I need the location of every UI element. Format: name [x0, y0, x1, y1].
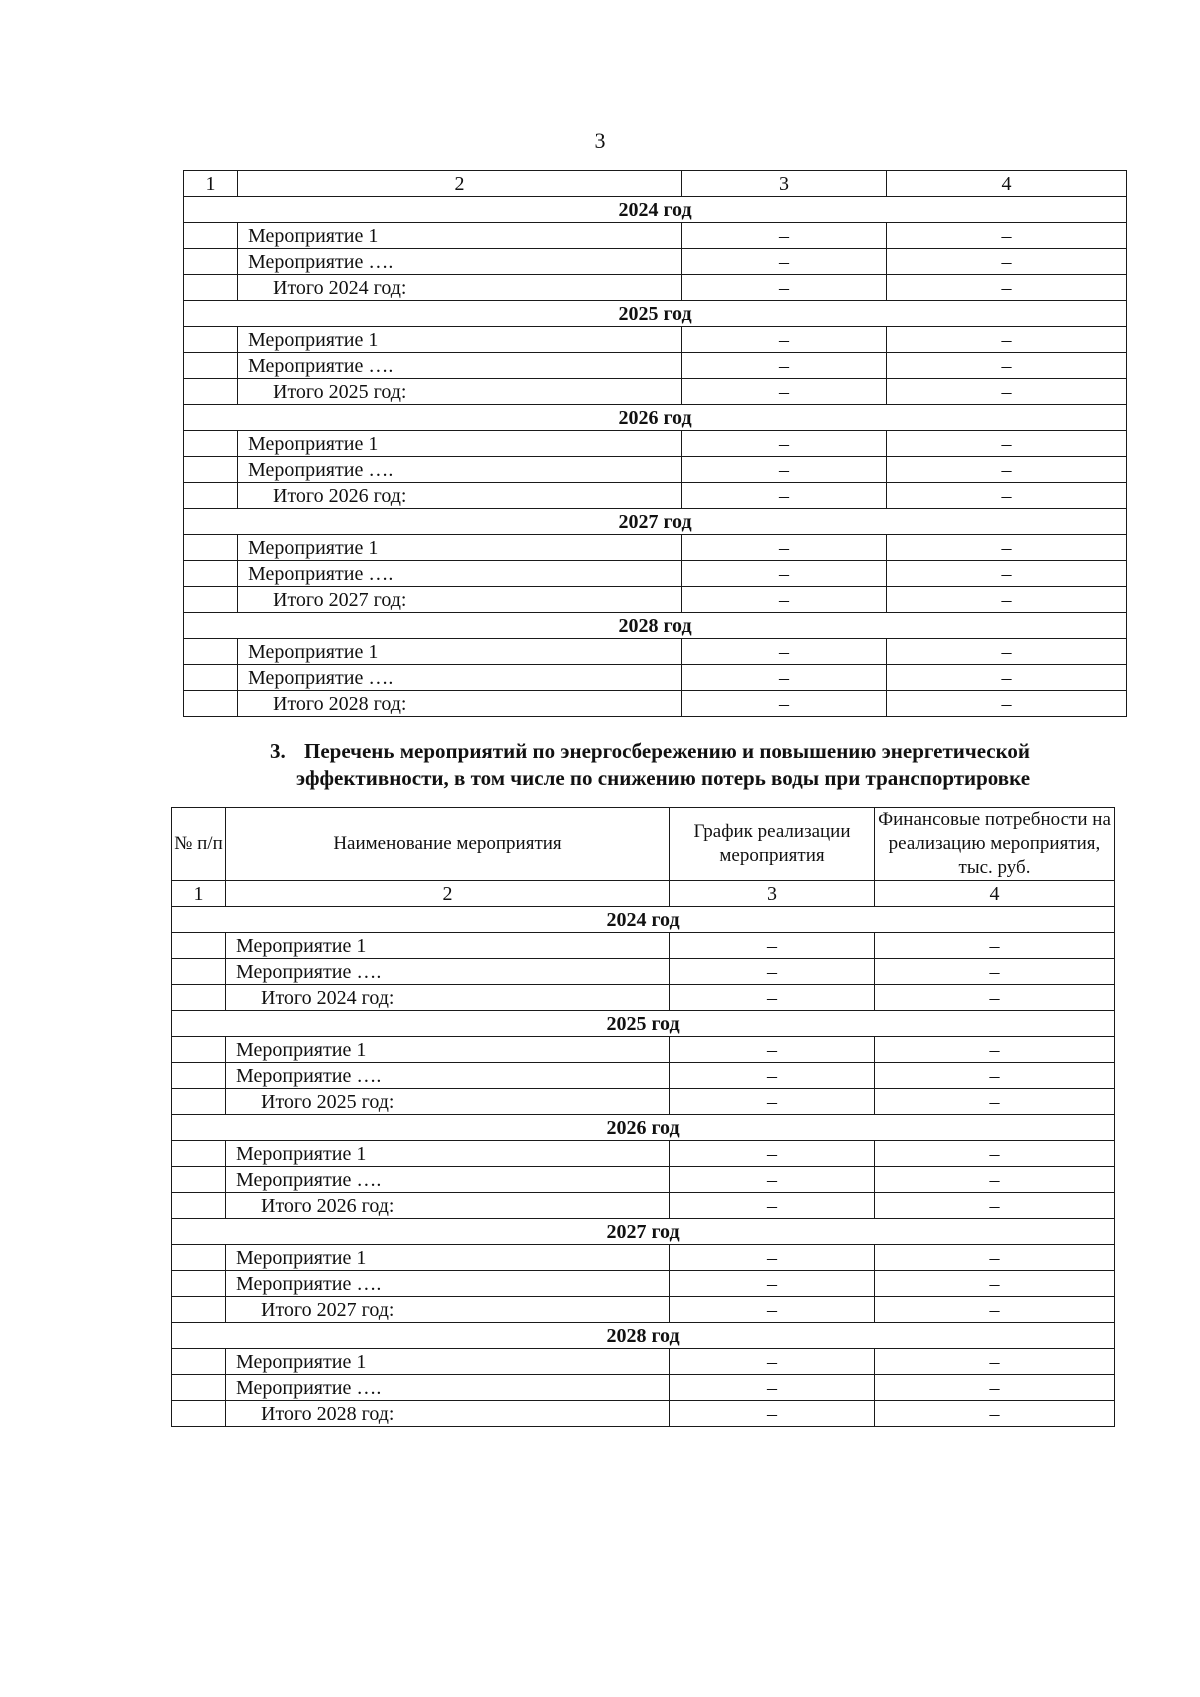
header-schedule: График реализации мероприятия [670, 808, 875, 881]
measure-name-cell: Итого 2024 год: [226, 985, 670, 1011]
year-row [184, 509, 1127, 535]
table-row [184, 327, 1127, 353]
total-row [184, 483, 1127, 509]
column-number-1: 1 [172, 881, 226, 907]
header-name: Наименование мероприятия [226, 808, 670, 881]
num-cell [172, 933, 226, 959]
num-cell [184, 691, 238, 717]
column-number-row [172, 881, 1115, 907]
schedule-cell: – [670, 933, 875, 959]
num-cell [172, 1297, 226, 1323]
finance-cell: – [875, 933, 1115, 959]
num-cell [184, 639, 238, 665]
num-cell [184, 535, 238, 561]
finance-cell: – [887, 327, 1127, 353]
measure-name-cell: Мероприятие 1 [238, 327, 682, 353]
finance-cell: – [875, 1401, 1115, 1427]
table-row [172, 1141, 1115, 1167]
finance-cell: – [887, 275, 1127, 301]
finance-cell: – [875, 1167, 1115, 1193]
finance-cell: – [887, 561, 1127, 587]
finance-cell: – [887, 457, 1127, 483]
schedule-cell: – [670, 1271, 875, 1297]
section-title-line-1: Перечень мероприятий по энергосбережению и повышению энергетической [304, 739, 1031, 763]
finance-cell: – [875, 985, 1115, 1011]
table-row [172, 933, 1115, 959]
year-heading: 2028 год [172, 1323, 1115, 1349]
total-row [184, 587, 1127, 613]
num-cell [184, 457, 238, 483]
section-title-line-2: эффективности, в том числе по снижению потерь воды при транспортировке [296, 766, 1031, 790]
num-cell [172, 1063, 226, 1089]
finance-cell: – [887, 587, 1127, 613]
total-row [172, 1089, 1115, 1115]
schedule-cell: – [670, 1167, 875, 1193]
table-row [184, 639, 1127, 665]
table-row [184, 457, 1127, 483]
num-cell [172, 985, 226, 1011]
measure-name-cell: Мероприятие 1 [226, 1037, 670, 1063]
finance-cell: – [875, 1245, 1115, 1271]
measure-name-cell: Мероприятие 1 [226, 1245, 670, 1271]
table-row [172, 1245, 1115, 1271]
year-heading: 2024 год [184, 197, 1127, 223]
total-row [172, 1401, 1115, 1427]
measure-name-cell: Мероприятие 1 [226, 933, 670, 959]
total-row [172, 1297, 1115, 1323]
num-cell [172, 1375, 226, 1401]
schedule-cell: – [670, 1063, 875, 1089]
table-row [172, 1063, 1115, 1089]
page-number: 3 [594, 128, 606, 153]
schedule-cell: – [670, 959, 875, 985]
year-heading: 2027 год [172, 1219, 1115, 1245]
header-finance: Финансовые потребности на реализацию мероприятия, тыс. руб. [875, 808, 1115, 881]
schedule-cell: – [682, 249, 887, 275]
column-number-4: 4 [875, 881, 1115, 907]
measure-name-cell: Мероприятие …. [238, 665, 682, 691]
year-row [172, 1219, 1115, 1245]
table-row [184, 353, 1127, 379]
num-cell [172, 959, 226, 985]
num-cell [184, 431, 238, 457]
column-header-row [172, 808, 1115, 881]
finance-cell: – [887, 223, 1127, 249]
finance-cell: – [887, 639, 1127, 665]
num-cell [184, 665, 238, 691]
year-row [184, 405, 1127, 431]
total-row [172, 985, 1115, 1011]
schedule-cell: – [670, 1193, 875, 1219]
measure-name-cell: Мероприятие …. [226, 1167, 670, 1193]
table-row [184, 249, 1127, 275]
energy-saving-measures-table [171, 807, 1115, 1427]
measure-name-cell: Итого 2025 год: [238, 379, 682, 405]
num-cell [172, 1167, 226, 1193]
num-cell [184, 379, 238, 405]
column-number-1: 1 [184, 171, 238, 197]
measure-name-cell: Мероприятие …. [226, 1063, 670, 1089]
measure-name-cell: Мероприятие 1 [238, 431, 682, 457]
year-heading: 2026 год [184, 405, 1127, 431]
finance-cell: – [875, 1271, 1115, 1297]
measure-name-cell: Мероприятие …. [226, 959, 670, 985]
schedule-cell: – [670, 1037, 875, 1063]
table-row [172, 959, 1115, 985]
schedule-cell: – [682, 483, 887, 509]
table-row [172, 1349, 1115, 1375]
measure-name-cell: Итого 2028 год: [226, 1401, 670, 1427]
measure-name-cell: Итого 2026 год: [226, 1193, 670, 1219]
schedule-cell: – [670, 1089, 875, 1115]
column-number-2: 2 [238, 171, 682, 197]
table-row [184, 665, 1127, 691]
finance-cell: – [887, 353, 1127, 379]
measure-name-cell: Мероприятие …. [238, 353, 682, 379]
schedule-cell: – [670, 1245, 875, 1271]
year-heading: 2026 год [172, 1115, 1115, 1141]
table-row [184, 431, 1127, 457]
finance-cell: – [875, 1375, 1115, 1401]
schedule-cell: – [682, 665, 887, 691]
num-cell [184, 561, 238, 587]
schedule-cell: – [670, 1349, 875, 1375]
num-cell [172, 1245, 226, 1271]
measure-name-cell: Мероприятие 1 [238, 535, 682, 561]
schedule-cell: – [682, 587, 887, 613]
finance-cell: – [875, 1037, 1115, 1063]
num-cell [172, 1037, 226, 1063]
section-number: 3. [270, 739, 286, 763]
total-row [184, 275, 1127, 301]
finance-cell: – [887, 665, 1127, 691]
year-heading: 2027 год [184, 509, 1127, 535]
schedule-cell: – [670, 1401, 875, 1427]
measure-name-cell: Итого 2025 год: [226, 1089, 670, 1115]
year-row [172, 1011, 1115, 1037]
schedule-cell: – [682, 223, 887, 249]
num-cell [184, 223, 238, 249]
num-cell [172, 1271, 226, 1297]
num-cell [184, 249, 238, 275]
schedule-cell: – [682, 639, 887, 665]
section-3-heading [270, 738, 1120, 792]
header-num: № п/п [172, 808, 226, 881]
table-row [184, 223, 1127, 249]
year-row [172, 1115, 1115, 1141]
num-cell [172, 1401, 226, 1427]
year-row [184, 197, 1127, 223]
year-row [172, 907, 1115, 933]
schedule-cell: – [682, 691, 887, 717]
measure-name-cell: Итого 2027 год: [226, 1297, 670, 1323]
num-cell [184, 327, 238, 353]
finance-cell: – [875, 1193, 1115, 1219]
schedule-cell: – [682, 457, 887, 483]
num-cell [172, 1349, 226, 1375]
column-number-3: 3 [682, 171, 887, 197]
num-cell [172, 1141, 226, 1167]
measure-name-cell: Итого 2026 год: [238, 483, 682, 509]
schedule-cell: – [682, 431, 887, 457]
table-row [172, 1271, 1115, 1297]
year-row [184, 301, 1127, 327]
year-row [172, 1323, 1115, 1349]
schedule-cell: – [682, 379, 887, 405]
finance-cell: – [875, 1349, 1115, 1375]
finance-cell: – [887, 535, 1127, 561]
num-cell [184, 353, 238, 379]
num-cell [172, 1089, 226, 1115]
measure-name-cell: Мероприятие 1 [226, 1141, 670, 1167]
measure-name-cell: Мероприятие …. [238, 249, 682, 275]
num-cell [184, 275, 238, 301]
schedule-cell: – [682, 327, 887, 353]
finance-cell: – [887, 431, 1127, 457]
schedule-cell: – [670, 1141, 875, 1167]
num-cell [184, 587, 238, 613]
finance-cell: – [875, 1297, 1115, 1323]
finance-cell: – [875, 1089, 1115, 1115]
finance-cell: – [887, 691, 1127, 717]
measure-name-cell: Мероприятие …. [226, 1375, 670, 1401]
year-heading: 2024 год [172, 907, 1115, 933]
table-row [184, 561, 1127, 587]
schedule-cell: – [670, 985, 875, 1011]
schedule-cell: – [670, 1297, 875, 1323]
year-heading: 2025 год [172, 1011, 1115, 1037]
finance-cell: – [887, 379, 1127, 405]
finance-cell: – [887, 483, 1127, 509]
measure-name-cell: Мероприятие …. [238, 561, 682, 587]
schedule-cell: – [682, 353, 887, 379]
table-row [172, 1037, 1115, 1063]
measure-name-cell: Мероприятие 1 [238, 639, 682, 665]
finance-cell: – [887, 249, 1127, 275]
table-row [172, 1375, 1115, 1401]
finance-cell: – [875, 959, 1115, 985]
column-number-4: 4 [887, 171, 1127, 197]
measures-table-continued [183, 170, 1127, 717]
total-row [184, 379, 1127, 405]
finance-cell: – [875, 1063, 1115, 1089]
measure-name-cell: Итого 2027 год: [238, 587, 682, 613]
column-number-3: 3 [670, 881, 875, 907]
table-row [172, 1167, 1115, 1193]
schedule-cell: – [670, 1375, 875, 1401]
measure-name-cell: Мероприятие …. [238, 457, 682, 483]
table-row [184, 535, 1127, 561]
schedule-cell: – [682, 535, 887, 561]
column-number-row [184, 171, 1127, 197]
total-row [172, 1193, 1115, 1219]
schedule-cell: – [682, 561, 887, 587]
schedule-cell: – [682, 275, 887, 301]
measure-name-cell: Мероприятие 1 [226, 1349, 670, 1375]
measure-name-cell: Итого 2028 год: [238, 691, 682, 717]
year-heading: 2025 год [184, 301, 1127, 327]
year-heading: 2028 год [184, 613, 1127, 639]
measure-name-cell: Мероприятие …. [226, 1271, 670, 1297]
total-row [184, 691, 1127, 717]
measure-name-cell: Итого 2024 год: [238, 275, 682, 301]
finance-cell: – [875, 1141, 1115, 1167]
measure-name-cell: Мероприятие 1 [238, 223, 682, 249]
year-row [184, 613, 1127, 639]
column-number-2: 2 [226, 881, 670, 907]
num-cell [172, 1193, 226, 1219]
num-cell [184, 483, 238, 509]
